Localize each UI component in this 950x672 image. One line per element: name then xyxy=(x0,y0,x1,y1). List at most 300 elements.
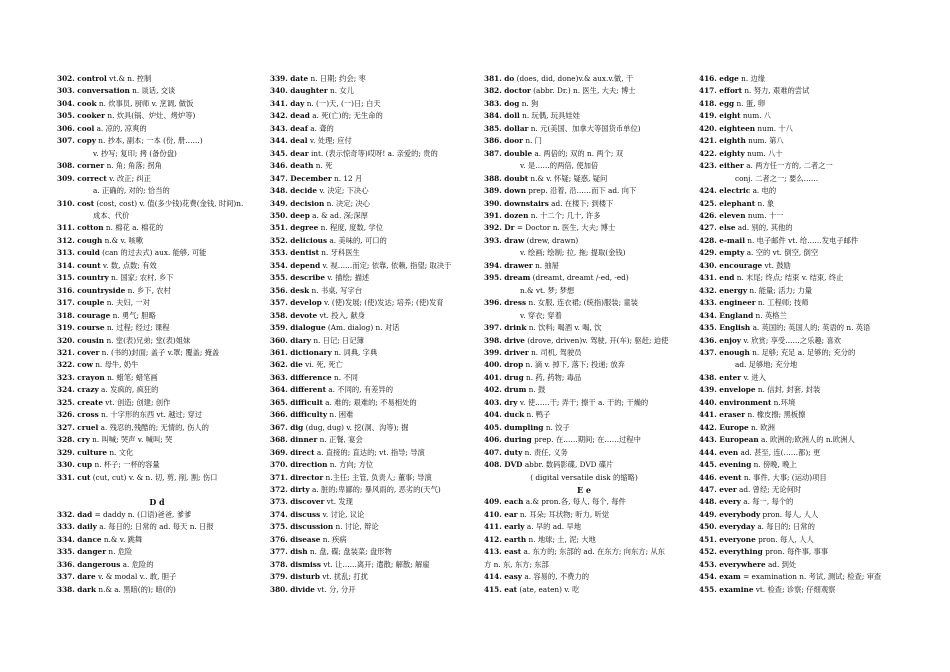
entry-headword: 358. devote xyxy=(270,310,318,320)
entry-headword: 399. driver xyxy=(484,347,529,357)
entry-definition: a. 每一, 每个的 xyxy=(740,497,794,507)
entry-headword: 303. conversation xyxy=(57,86,130,96)
vocab-entry xyxy=(484,534,684,546)
vocab-entry xyxy=(57,559,257,571)
vocab-entry xyxy=(699,484,899,496)
entry-definition: n. 国家; 农村, 乡下 xyxy=(108,273,174,283)
entry-headword: 445. evening xyxy=(699,460,752,470)
vocab-entry xyxy=(484,347,684,359)
vocab-entry xyxy=(484,98,684,110)
vocab-entry xyxy=(699,409,899,421)
entry-definition: a. 美味的, 可口的 xyxy=(327,235,387,245)
entry-headword: 335. danger xyxy=(57,547,107,557)
entry-definition: n. 蜡笔; 蜡笔画 xyxy=(104,372,158,382)
entry-definition: n. 象 xyxy=(755,198,775,208)
entry-headword: 450. everyday xyxy=(699,522,755,532)
entry-headword: 414. easy xyxy=(484,572,523,582)
entry-definition: n. 困难 xyxy=(327,410,354,420)
entry-continuation: v. 穿衣; 穿着 xyxy=(520,310,562,320)
entry-definition: n. 程度, 度数, 学位 xyxy=(318,223,384,233)
vocab-entry xyxy=(270,98,470,110)
entry-definition: n. 书桌, 写字台 xyxy=(309,285,363,295)
entry-definition: = examination n. 考试, 测试; 检查; 审查 xyxy=(740,572,882,582)
entry-continuation: conj. 二者之一; 要么…… xyxy=(735,173,819,183)
entry-continuation: v. 抄写; 复印; 拷 (备份盘) xyxy=(93,148,177,158)
entry-headword: 308. corner xyxy=(57,161,105,171)
entry-definition: n. 末尾; 终点; 结束 v. 结束, 终止 xyxy=(734,273,844,283)
entry-definition: n. 边缘 xyxy=(738,74,766,83)
vocab-entry xyxy=(484,509,684,521)
entry-definition: n. 工程师; 技师 xyxy=(755,298,809,308)
entry-headword: 330. cup xyxy=(57,460,93,470)
vocab-entry xyxy=(270,85,470,97)
section-heading: E e xyxy=(577,484,591,495)
entry-headword: 325. create xyxy=(57,397,103,407)
vocab-entry xyxy=(270,235,470,247)
entry-headword: 318. courage xyxy=(57,310,111,320)
entry-definition: n. 乡下, 农村 xyxy=(125,285,171,295)
vocab-entry xyxy=(57,85,257,97)
entry-headword: 312. cough xyxy=(57,235,103,245)
entry-headword: 410. ear xyxy=(484,509,518,519)
vocab-column-1 xyxy=(57,73,257,596)
vocab-entry xyxy=(270,160,470,172)
entry-definition: n. 女服, 连衣裙; (统指)服装; 童装 xyxy=(526,298,638,308)
entry-definition: n. 蛋, 卵 xyxy=(734,98,766,108)
vocab-entry xyxy=(699,584,899,596)
vocab-entry xyxy=(57,509,257,521)
entry-headword: 352. delicious xyxy=(270,235,328,245)
entry-definition: a. 英国的; 英国人的; 英语的 n. 英语 xyxy=(750,323,871,333)
entry-definition: pron. 每件事, 事事 xyxy=(762,547,829,557)
entry-headword: 368. dinner xyxy=(270,435,318,445)
entry-headword: 428. e-mail xyxy=(699,235,745,245)
entry-definition: vt.& n. 控制 xyxy=(106,74,152,83)
vocab-entry xyxy=(484,210,684,222)
vocab-entry xyxy=(484,434,684,446)
vocab-entry xyxy=(699,123,899,135)
entry-definition: v. 视……而定; 依靠, 依赖, 指望; 取决于 xyxy=(320,260,452,270)
entry-definition: a. 空的 vt. 倒空, 倒空 xyxy=(744,248,819,258)
entry-headword: 306. cool xyxy=(57,123,95,133)
entry-definition: n. 鸭子 xyxy=(524,410,551,420)
entry-definition: a. 两方任一方的, 二者之一 xyxy=(743,161,833,171)
entry-headword: 343. deaf xyxy=(270,123,308,133)
vocab-entry xyxy=(57,98,257,110)
entry-definition: a. 欧洲的;欧洲人的 n.欧洲人 xyxy=(758,435,855,445)
vocab-entry xyxy=(270,359,470,371)
entry-definition: vt. 让……离开; 遣散; 解散; 解雇 xyxy=(321,559,430,569)
entry-headword: 439. envelope xyxy=(699,385,756,395)
entry-headword: 320. cousin xyxy=(57,335,105,345)
entry-definition: n. 抽屉 xyxy=(532,260,560,270)
entry-headword: 316. countryside xyxy=(57,285,126,295)
vocab-entry xyxy=(57,409,257,421)
entry-definition: n. (一)天, (一)日; 白天 xyxy=(304,98,381,108)
entry-headword: 362. die xyxy=(270,360,303,370)
vocab-entry xyxy=(270,372,470,384)
vocab-entry xyxy=(484,297,684,309)
vocab-entry xyxy=(270,534,470,546)
entry-headword: 379. disturb xyxy=(270,572,320,582)
vocab-entry xyxy=(270,409,470,421)
vocab-entry xyxy=(270,310,470,322)
entry-definition: ad. 别的, 其他的 xyxy=(735,223,793,233)
entry-definition: a. 早的 ad. 早地 xyxy=(524,522,582,532)
entry-headword: 408. DVD xyxy=(484,460,523,470)
entry-headword: 307. copy xyxy=(57,136,96,146)
vocab-entry xyxy=(57,571,257,583)
entry-headword: 304. cook xyxy=(57,98,97,108)
entry-definition: n. 抄本, 副本; 一本 (份, 册……) xyxy=(95,136,203,146)
entry-headword: 426. eleven xyxy=(699,210,746,220)
vocab-entry xyxy=(699,534,899,546)
entry-definition: n. 死 xyxy=(313,161,333,171)
entry-headword: 424. electric xyxy=(699,186,751,196)
entry-headword: 336. dangerous xyxy=(57,559,121,569)
vocab-column-2 xyxy=(270,73,470,596)
entry-definition: n. 欧洲 xyxy=(748,422,775,432)
entry-definition: n. 牙科医生 xyxy=(318,248,360,258)
vocab-entry xyxy=(699,297,899,309)
entry-definition: num. 十八 xyxy=(755,123,793,133)
entry-definition: = Doctor n. 医生, 大夫; 博士 xyxy=(514,223,616,233)
entry-headword: 380. divide xyxy=(270,584,315,594)
vocab-entry xyxy=(484,422,684,434)
vocab-entry xyxy=(270,247,470,259)
entry-headword: 371. director xyxy=(270,472,324,482)
entry-headword: 382. doctor xyxy=(484,86,531,96)
entry-headword: 381. do xyxy=(484,74,515,83)
entry-headword: 313. could xyxy=(57,248,100,258)
entry-headword: 390. downstairs xyxy=(484,198,549,208)
entry-headword: 329. culture xyxy=(57,447,107,457)
entry-definition: n. 橡皮擦; 黑板擦 xyxy=(745,410,806,420)
entry-definition: prep. 沿着, 沿……而下 ad. 向下 xyxy=(525,186,637,196)
entry-headword: 366. difficulty xyxy=(270,410,328,420)
entry-headword: 369. direct xyxy=(270,447,315,457)
vocab-entry xyxy=(699,459,899,471)
entry-definition: a. 发疯的, 疯狂的 xyxy=(98,385,159,395)
entry-headword: 449. everybody xyxy=(699,509,761,519)
vocab-entry xyxy=(699,509,899,521)
entry-headword: 310. cost xyxy=(57,198,95,208)
vocab-entry xyxy=(270,584,470,596)
entry-definition: n. 方向; 方位 xyxy=(327,460,374,470)
vocab-entry xyxy=(699,322,899,334)
entry-headword: 395. dream xyxy=(484,273,531,283)
vocab-entry xyxy=(699,260,899,272)
entry-headword: 359. dialogue xyxy=(270,323,326,333)
vocab-entry xyxy=(484,521,684,533)
entry-headword: 436. enjoy xyxy=(699,335,742,345)
entry-definition: a. & ad. 深;深厚 xyxy=(309,210,368,220)
entry-headword: 404. duck xyxy=(484,410,525,420)
entry-headword: 345. dear xyxy=(270,148,309,158)
entry-definition: n. 不同 xyxy=(331,372,358,382)
vocab-entry xyxy=(270,384,470,396)
entry-definition: vt. 发现 xyxy=(324,497,353,507)
entry-headword: 315. country xyxy=(57,273,109,283)
entry-headword: 302. control xyxy=(57,74,107,83)
entry-continuation: n.& vt. 梦; 梦想 xyxy=(520,285,575,295)
vocab-entry xyxy=(699,285,899,297)
vocab-entry xyxy=(270,459,470,471)
entry-headword: 367. dig xyxy=(270,422,304,432)
vocab-entry xyxy=(57,135,257,147)
entry-headword: 361. dictionary xyxy=(270,347,332,357)
vocab-entry xyxy=(270,397,470,409)
entry-definition: (abbr. Dr.) n. 医生, 大夫; 博士 xyxy=(530,86,636,96)
vocab-entry xyxy=(699,272,899,284)
entry-headword: 434. England xyxy=(699,310,754,320)
entry-headword: 309. correct xyxy=(57,173,107,183)
entry-definition: n. 电子邮件 vt. 给……发电子邮件 xyxy=(744,235,859,245)
vocab-entry xyxy=(484,123,684,135)
entry-definition: n. 信封, 封套, 封装 xyxy=(755,385,821,395)
entry-headword: 451. everyone xyxy=(699,534,756,544)
entry-definition: n. (书的)封面; 盖子 v.罩; 覆盖; 掩盖 xyxy=(99,347,220,357)
entry-definition: a. 每日的; 日常的 ad. 每天 n. 日报 xyxy=(96,522,214,532)
entry-headword: 416. edge xyxy=(699,74,739,83)
entry-headword: 326. cross xyxy=(57,410,99,420)
entry-continuation: v. 绘画; 绘制; 拉, 拖; 提取(金钱) xyxy=(520,248,626,258)
entry-definition: ad. 曾经; 无论何时 xyxy=(736,484,802,494)
entry-headword: 396. dress xyxy=(484,298,527,308)
entry-headword: 392. Dr xyxy=(484,223,515,233)
entry-headword: 344. deal xyxy=(270,136,308,146)
entry-definition: n. 足够; 充足 a. 足够的; 充分的 xyxy=(749,347,856,357)
entry-headword: 321. cover xyxy=(57,347,100,357)
vocab-entry xyxy=(699,310,899,322)
entry-headword: 349. decision xyxy=(270,198,325,208)
vocab-entry xyxy=(270,447,470,459)
entry-headword: 324. crazy xyxy=(57,385,99,395)
entry-definition: n.& v. 咳嗽 xyxy=(102,235,143,245)
vocab-entry xyxy=(270,335,470,347)
entry-headword: 375. discussion xyxy=(270,522,334,532)
entry-headword: 373. discover xyxy=(270,497,325,507)
vocab-entry xyxy=(699,521,899,533)
entry-headword: 339. date xyxy=(270,74,309,83)
vocab-entry xyxy=(484,148,684,160)
entry-headword: 384. doll xyxy=(484,111,520,121)
entry-definition: n. 母牛, 奶牛 xyxy=(92,360,139,370)
entry-definition: n. 杯子; 一杯的容量 xyxy=(92,460,160,470)
entry-headword: 401. drug xyxy=(484,372,524,382)
vocab-entry xyxy=(699,198,899,210)
entry-definition: n. 英格兰 xyxy=(753,310,787,320)
vocab-entry xyxy=(270,546,470,558)
entry-headword: 427. else xyxy=(699,223,736,233)
vocab-entry xyxy=(270,148,470,160)
vocab-column-3 xyxy=(484,73,684,596)
entry-definition: n. 门 xyxy=(523,136,542,146)
vocab-entry xyxy=(57,260,257,272)
vocab-entry xyxy=(57,160,257,172)
vocab-entry xyxy=(270,222,470,234)
vocab-entry xyxy=(699,210,899,222)
entry-headword: 385. dollar xyxy=(484,123,529,133)
vocab-entry xyxy=(484,222,684,234)
entry-continuation: ad. 足够地; 充分地 xyxy=(735,360,798,370)
entry-definition: ad. 在楼下; 到楼下 xyxy=(548,198,614,208)
vocab-entry xyxy=(57,110,257,122)
vocab-entry xyxy=(699,447,899,459)
vocab-entry xyxy=(699,247,899,259)
entry-headword: 328. cry xyxy=(57,435,90,445)
vocab-entry xyxy=(484,272,684,284)
vocab-entry xyxy=(270,521,470,533)
vocab-entry xyxy=(484,496,684,508)
entry-headword: 405. dumpling xyxy=(484,422,544,432)
entry-definition: v. 改正; 纠正 xyxy=(106,173,151,183)
entry-definition: v. 数, 点数; 有效 xyxy=(100,260,157,270)
entry-continuation: 方 n. 东, 东方; 东部 xyxy=(484,559,549,569)
entry-definition: n. 夫妇, 一对 xyxy=(104,298,150,308)
entry-definition: vt. 扰乱; 打扰 xyxy=(319,572,368,582)
entry-definition: a. 电的 xyxy=(750,186,777,196)
vocab-entry xyxy=(57,310,257,322)
entry-headword: 429. empty xyxy=(699,248,745,258)
vocab-entry xyxy=(699,185,899,197)
vocab-entry xyxy=(270,73,470,85)
entry-definition: vt. 创造; 创建; 创作 xyxy=(102,397,171,407)
entry-definition: n.& v. 怀疑; 疑惑, 疑问 xyxy=(528,173,608,183)
vocab-entry xyxy=(699,372,899,384)
entry-definition: (Am. dialog) n. 对话 xyxy=(325,323,400,333)
entry-headword: 342. dead xyxy=(270,111,310,121)
vocab-entry xyxy=(699,98,899,110)
vocab-entry xyxy=(699,434,899,446)
entry-headword: 332. dad xyxy=(57,509,93,519)
entry-definition: a. 聋的 xyxy=(307,123,334,133)
vocab-entry xyxy=(484,235,684,247)
entry-definition: v. & modal v.. 敢, 胆子 xyxy=(95,572,177,582)
entry-definition: (does, did, done)v.& aux.v.做, 干 xyxy=(514,74,634,83)
vocab-entry xyxy=(57,335,257,347)
entry-definition: a. 两倍的; 双的 n. 两个; 双 xyxy=(532,148,624,158)
vocab-entry xyxy=(57,322,257,334)
entry-definition: int. (表示惊奇等)哎呀! a. 亲爱的; 贵的 xyxy=(308,148,438,158)
vocab-entry xyxy=(699,148,899,160)
entry-definition: a. 危险的 xyxy=(120,559,154,569)
entry-headword: 387. double xyxy=(484,148,533,158)
entry-definition: (cut, cut) v. & n. 切, 剪, 削, 割; 伤口 xyxy=(90,472,218,482)
entry-headword: 331. cut xyxy=(57,472,91,482)
vocab-entry xyxy=(57,173,257,185)
entry-definition: n. 司机, 驾驶员 xyxy=(528,347,582,357)
vocab-entry xyxy=(57,372,257,384)
section-heading: D d xyxy=(149,497,165,508)
entry-headword: 413. east xyxy=(484,547,522,557)
entry-definition: num. 八 xyxy=(740,111,772,121)
vocab-entry xyxy=(57,198,257,210)
vocab-entry xyxy=(270,198,470,210)
entry-headword: 334. dance xyxy=(57,534,102,544)
entry-definition: vt. 检查; 诊察; 仔细观察 xyxy=(753,584,836,594)
entry-definition: n. 盘, 碟; 盘装菜; 盘形物 xyxy=(307,547,392,557)
entry-definition: a. 死(亡)的; 无生命的 xyxy=(309,111,383,121)
entry-headword: 376. disease xyxy=(270,534,321,544)
entry-definition: n. 文化 xyxy=(107,447,134,457)
entry-headword: 433. engineer xyxy=(699,298,756,308)
entry-definition: n.主任; 主管, 负责人; 董事; 导演 xyxy=(323,472,432,482)
entry-headword: 353. dentist xyxy=(270,248,319,258)
vocab-entry xyxy=(484,584,684,596)
vocab-entry xyxy=(484,85,684,97)
entry-definition: n. 谈话, 交谈 xyxy=(129,86,176,96)
vocab-entry xyxy=(699,472,899,484)
entry-definition: a. 每日的; 日常的 xyxy=(755,522,815,532)
entry-definition: (cost, cost) v. 值(多少钱)花费(金钱, 时间)n. xyxy=(94,198,244,208)
entry-definition: n. 词典, 字典 xyxy=(331,347,378,357)
entry-headword: 391. dozen xyxy=(484,210,529,220)
entry-definition: n. 堂(表)兄弟; 堂(表)姐妹 xyxy=(104,335,191,345)
entry-definition: pron. 每人, 人人 xyxy=(755,534,814,544)
entry-headword: 407. duty xyxy=(484,447,523,457)
vocab-entry xyxy=(57,222,257,234)
vocab-entry xyxy=(57,272,257,284)
entry-definition: n. 炊事员, 厨师 v. 烹调, 做饭 xyxy=(96,98,194,108)
vocab-entry xyxy=(57,359,257,371)
vocab-entry xyxy=(699,347,899,359)
entry-headword: 363. difference xyxy=(270,372,332,382)
entry-definition: n. 勇气; 胆略 xyxy=(110,310,156,320)
entry-headword: 415. eat xyxy=(484,584,518,594)
vocab-entry xyxy=(57,447,257,459)
vocab-entry xyxy=(57,534,257,546)
entry-definition: n. 滴 v. 掉下, 落下; 投递; 放弃 xyxy=(523,360,625,370)
vocab-entry xyxy=(484,372,684,384)
entry-headword: 398. drive xyxy=(484,335,525,345)
vocab-entry xyxy=(270,173,470,185)
entry-headword: 421. eighth xyxy=(699,136,746,146)
entry-definition: n. 狗 xyxy=(519,98,539,108)
vocab-entry xyxy=(484,571,684,583)
entry-definition: n. 角; 角落; 拐角 xyxy=(104,161,162,171)
entry-definition: v. (使)发展; (使)发达; 培养; (使)发育 xyxy=(321,298,444,308)
entry-definition: a. 难的; 艰难的; 不易相处的 xyxy=(322,397,417,407)
entry-definition: n. 十字形的东西 vt. 越过; 穿过 xyxy=(98,410,203,420)
vocab-entry xyxy=(57,434,257,446)
vocab-entry xyxy=(699,73,899,85)
entry-definition: n. 决定; 决心 xyxy=(324,198,370,208)
entry-headword: 397. drink xyxy=(484,323,527,333)
vocab-entry xyxy=(270,484,470,496)
entry-headword: 393. draw xyxy=(484,235,525,245)
entry-definition: vi. 死, 死亡 xyxy=(302,360,343,370)
vocab-entry xyxy=(699,110,899,122)
entry-headword: 425. elephant xyxy=(699,198,756,208)
entry-headword: 351. degree xyxy=(270,223,319,233)
vocab-entry xyxy=(699,235,899,247)
entry-definition: pron. 每人, 人人 xyxy=(760,509,819,519)
entry-definition: a.& pron.各, 每人, 每个, 每件 xyxy=(523,497,626,507)
entry-headword: 305. cooker xyxy=(57,111,106,121)
vocab-entry xyxy=(699,496,899,508)
vocab-entry xyxy=(270,347,470,359)
entry-headword: 442. Europe xyxy=(699,422,749,432)
entry-headword: 443. European xyxy=(699,435,759,445)
vocab-entry xyxy=(270,434,470,446)
entry-headword: 322. cow xyxy=(57,360,93,370)
entry-definition: n. 女儿 xyxy=(327,86,354,96)
entry-definition: v. 处理; 应付 xyxy=(307,136,352,146)
entry-definition: n. 责任, 义务 xyxy=(522,447,568,457)
entry-headword: 420. eighteen xyxy=(699,123,756,133)
entry-definition: a. 东方的; 东部的 ad. 在东方; 向东方; 从东 xyxy=(521,547,665,557)
